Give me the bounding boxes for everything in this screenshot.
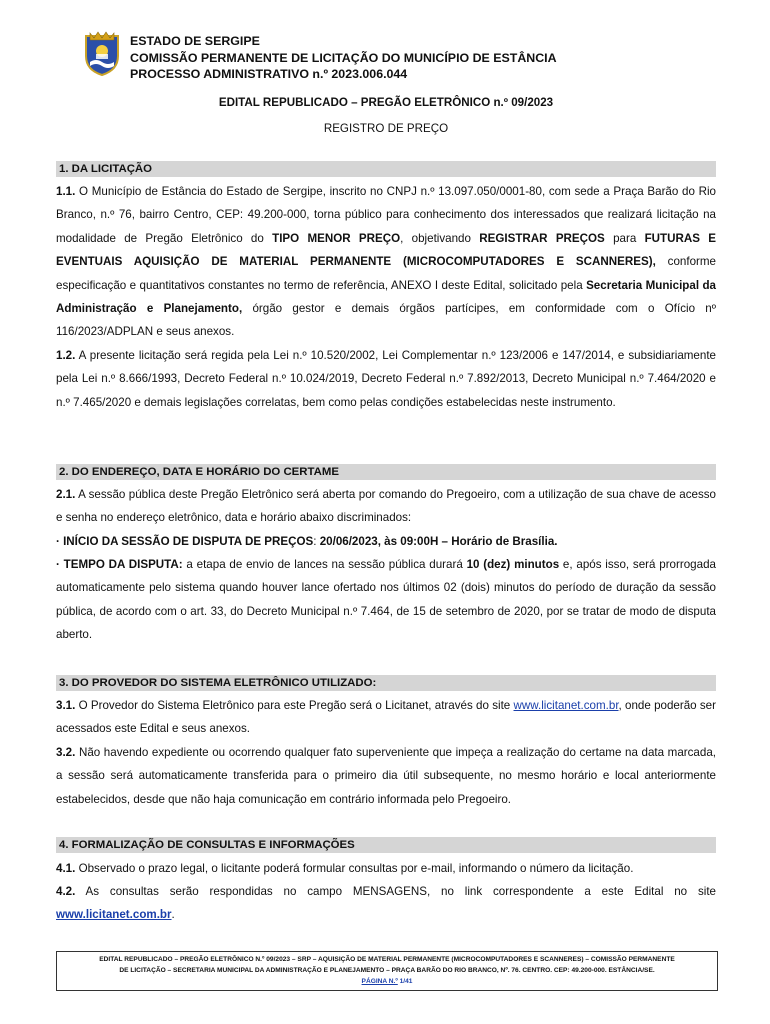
paragraph-number: 4.1.: [56, 862, 76, 875]
paragraph-3-2: 3.2. Não havendo expediente ou ocorrendo qualquer fato superveniente que impeça a realização do certame na data marcada, a sessão será automaticamente transferida para o primeiro dia útil subsequente, no mesmo horário e local anteriormente estabelecidos, desde que não haja comunicação em contrário informada pelo Pregoeiro.: [56, 746, 716, 806]
licitanet-link[interactable]: www.licitanet.com.br: [56, 908, 172, 922]
paragraph-4-2: 4.2. As consultas serão respondidas no campo MENSAGENS, no link correspondente a este Edital no site www.licitanet.com.br.: [56, 885, 716, 922]
section-heading-1: 1. DA LICITAÇÃO: [56, 161, 716, 177]
page-value: 1/41: [397, 978, 413, 985]
page-footer: [56, 951, 718, 991]
paragraph-4-1: 4.1. Observado o prazo legal, o licitante poderá formular consultas por e-mail, informando o número da licitação.: [56, 862, 634, 875]
paragraph-session-start: · INÍCIO DA SESSÃO DE DISPUTA DE PREÇOS: 20/06/2023, às 09:00H – Horário de Brasília.: [56, 535, 558, 548]
paragraph-number: 1.1.: [56, 185, 76, 198]
paragraph-2-1: 2.1. A sessão pública deste Pregão Eletrônico será aberta por comando do Pregoeiro, com a utilização de sua chave de acesso e senha no endereço eletrônico, data e horário abaixo discriminados:: [56, 488, 716, 525]
document-header: [82, 30, 722, 80]
section-heading-3: 3. DO PROVEDOR DO SISTEMA ELETRÔNICO UTILIZADO:: [56, 675, 716, 691]
footer-line-2: DE LICITAÇÃO – SECRETARIA MUNICIPAL DA ADMINISTRAÇÃO E PLANEJAMENTO – PRAÇA BARÃO DO RIO BRANCO, Nº. 76. CENTRO. CEP: 49.200-000. ESTÂNCIA/SE.: [119, 967, 655, 974]
paragraph-number: 1.2.: [56, 349, 76, 362]
header-process: PROCESSO ADMINISTRATIVO n.º 2023.006.044: [130, 67, 408, 81]
document-subtitle: REGISTRO DE PREÇO: [323, 122, 449, 135]
municipal-crest-icon: [82, 30, 122, 76]
paragraph-1-1: 1.1. O Município de Estância do Estado de Sergipe, inscrito no CNPJ n.º 13.097.050/0001-80, com sede a Praça Barão do Rio Branco, n.º 76, bairro Centro, CEP: 49.200-000, torna público para conhecimento dos interessados que realizará licitação na modalidade de Pregão Eletrônico do TIPO MENOR PREÇO, objetivando REGISTRAR PREÇOS para FUTURAS E EVENTUAIS AQUISIÇÃO DE MATERIAL PERMANENTE (MICROCOMPUTADORES E SCANNERES), conforme especificação e quantitativos constantes no termo de referência, ANEXO I deste Edital, solicitado pela Secretaria Municipal da Administração e Planejamento, órgão gestor e demais órgãos partícipes, em conformidade com o Ofício nº 116/2023/ADPLAN e seus anexos.: [56, 185, 717, 339]
paragraph-3-1: 3.1. O Provedor do Sistema Eletrônico para este Pregão será o Licitanet, através do site www.licitanet.com.br, onde poderão ser acessados este Edital e seus anexos.: [56, 699, 716, 736]
section-heading-2: 2. DO ENDEREÇO, DATA E HORÁRIO DO CERTAME: [56, 464, 716, 480]
paragraph-number: 4.2.: [56, 885, 76, 898]
page-number: [57, 976, 717, 987]
header-commission: COMISSÃO PERMANENTE DE LICITAÇÃO DO MUNICÍPIO DE ESTÂNCIA: [130, 50, 557, 65]
paragraph-number: 3.2.: [56, 746, 76, 759]
header-state: ESTADO DE SERGIPE: [130, 34, 260, 48]
paragraph-number: 2.1.: [56, 488, 76, 501]
paragraph-dispute-time: · TEMPO DA DISPUTA: a etapa de envio de lances na sessão pública durará 10 (dez) minutos e, após isso, será prorrogada automaticamente pelo sistema quando houver lance ofertado nos últimos 02 (dois) minutos do período de duração da sessão pública, de acordo com o art. 33, do Decreto Municipal n.º 7.464, de 15 de setembro de 2020, por se tratar de modo de disputa aberto.: [56, 558, 716, 642]
page-label: PÁGINA N.º: [361, 978, 398, 985]
paragraph-1-2: 1.2. A presente licitação será regida pela Lei n.º 10.520/2002, Lei Complementar n.º 123/2006 e 147/2014, e subsidiariamente pela Lei n.º 8.666/1993, Decreto Federal n.º 10.024/2019, Decreto Federal n.º 7.892/2013, Decreto Municipal n.º 7.464/2020 e n.º 7.465/2020 e demais legislações correlatas, bem como pelas condições estabelecidas neste instrumento.: [56, 349, 716, 409]
paragraph-number: 3.1.: [56, 699, 76, 712]
licitanet-link[interactable]: www.licitanet.com.br: [513, 699, 619, 712]
document-title: EDITAL REPUBLICADO – PREGÃO ELETRÔNICO n.º 09/2023: [218, 96, 554, 109]
footer-line-1: EDITAL REPUBLICADO – PREGÃO ELETRÔNICO N.º 09/2023 – SRP – AQUISIÇÃO DE MATERIAL PERMANENTE (MICROCOMPUTADORES E SCANNERES) – COMISSÃO PERMANENTE: [99, 956, 675, 963]
section-heading-4: 4. FORMALIZAÇÃO DE CONSULTAS E INFORMAÇÕES: [56, 837, 716, 853]
